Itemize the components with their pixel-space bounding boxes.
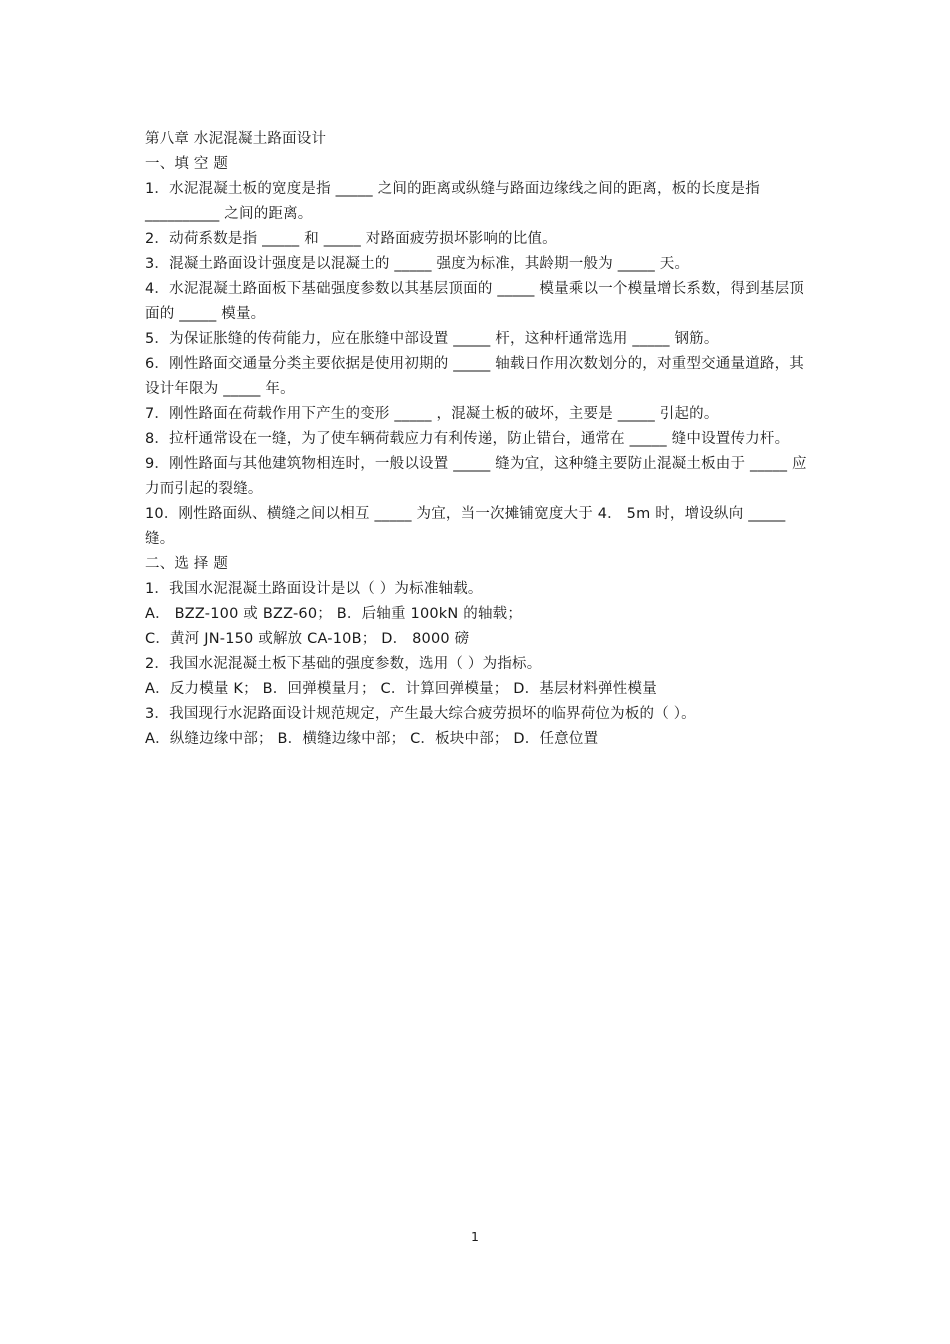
section-heading-choice: 二、选 择 题 (145, 556, 229, 572)
fill-question: 4．水泥混凝土路面板下基础强度参数以其基层顶面的 _____ 模量乘以一个模量增长系数，得到基层顶面的 _____ 模量。 (145, 281, 804, 322)
fill-question: 7．刚性路面在荷载作用下产生的变形 _____ ，混凝土板的破坏，主要是 _____ 引起的。 (145, 406, 719, 422)
fill-question: 3．混凝土路面设计强度是以混凝土的 _____ 强度为标准，其龄期一般为 _____ 天。 (145, 256, 690, 272)
section-heading-fill: 一、填 空 题 (145, 156, 229, 172)
choice-question: 1．我国水泥混凝土路面设计是以（ ）为标准轴载。 (145, 581, 483, 597)
choice-options: A．反力模量 K； B．回弹模量月； C．计算回弹模量； D．基层材料弹性模量 (145, 681, 657, 697)
choice-options: A． BZZ-100 或 BZZ-60； B．后轴重 100kN 的轴载； (145, 606, 523, 622)
fill-question: 5．为保证胀缝的传荷能力，应在胀缝中部设置 _____ 杆，这种杆通常选用 _____ 钢筋。 (145, 331, 719, 347)
fill-question: 2．动荷系数是指 _____ 和 _____ 对路面疲劳损坏影响的比值。 (145, 231, 557, 247)
page-content (145, 127, 813, 752)
chapter-title: 第八章 水泥混凝土路面设计 (145, 131, 327, 147)
choice-question: 3．我国现行水泥路面设计规范规定，产生最大综合疲劳损坏的临界荷位为板的（ ）。 (145, 706, 696, 722)
fill-question: 8．拉杆通常设在一缝，为了使车辆荷载应力有利传递，防止错台，通常在 _____ 缝中设置传力杆。 (145, 431, 790, 447)
choice-options: C．黄河 JN-150 或解放 CA-10B； D． 8000 磅 (145, 631, 470, 647)
fill-question: 6．刚性路面交通量分类主要依据是使用初期的 _____ 轴载日作用次数划分的，对重型交通量道路，其设计年限为 _____ 年。 (145, 356, 804, 397)
page-number: 1 (471, 1229, 479, 1244)
choice-question: 2．我国水泥混凝土板下基础的强度参数，选用（ ）为指标。 (145, 656, 542, 672)
choice-options: A．纵缝边缘中部； B．横缝边缘中部； C．板块中部； D．任意位置 (145, 731, 599, 747)
fill-question: 9．刚性路面与其他建筑物相连时，一般以设置 _____ 缝为宜，这种缝主要防止混凝土板由于 _____ 应力而引起的裂缝。 (145, 456, 807, 497)
fill-question: 1．水泥混凝土板的宽度是指 _____ 之间的距离或纵缝与路面边缘线之间的距离，板的长度是指 __________ 之间的距离。 (145, 181, 760, 222)
fill-question: 10．刚性路面纵、横缝之间以相互 _____ 为宜，当一次摊铺宽度大于 4． 5m 时，增设纵向 _____ 缝。 (145, 506, 786, 547)
